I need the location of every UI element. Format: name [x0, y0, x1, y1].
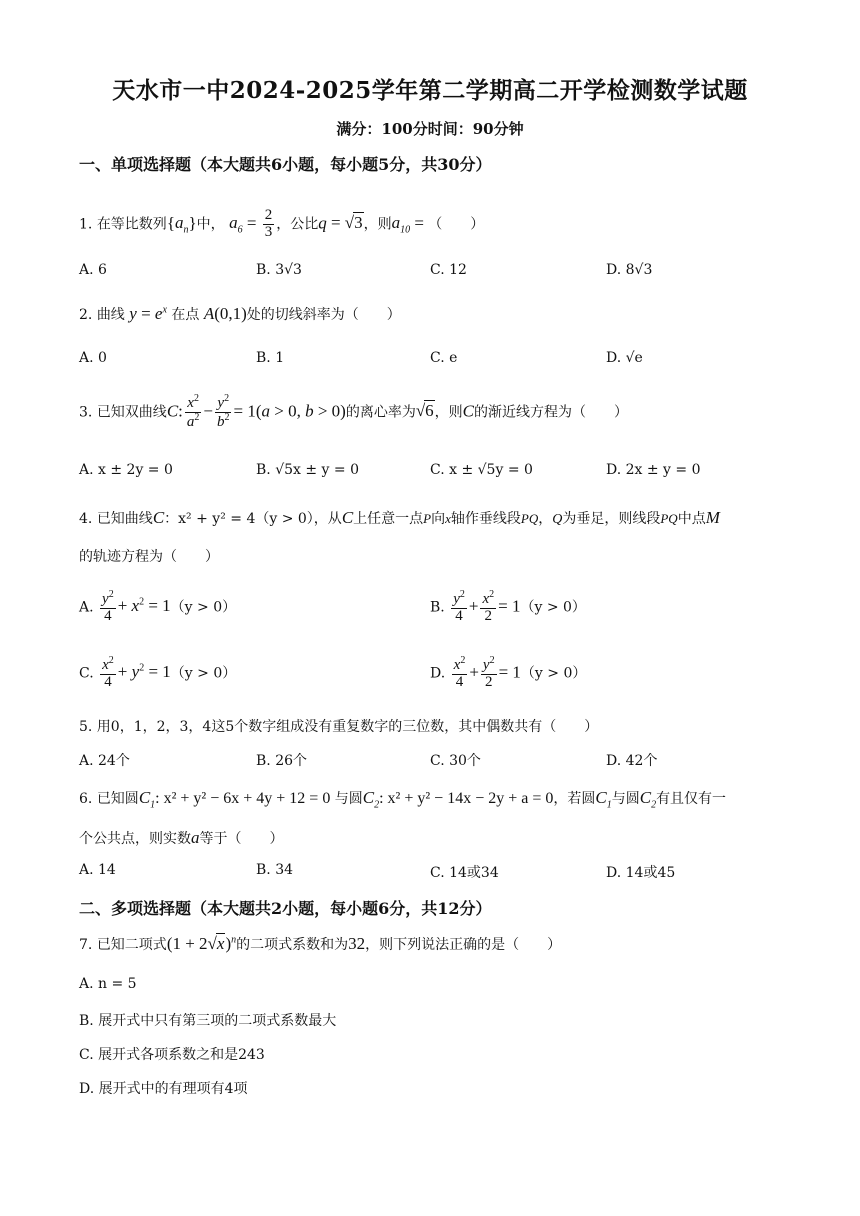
- option-b[interactable]: B. 26个: [256, 753, 308, 769]
- text: 与圆: [334, 791, 363, 807]
- formula: C: [462, 401, 475, 421]
- text: 在等比数列: [96, 216, 167, 233]
- formula: $a_n$: [174, 213, 189, 236]
- formula: $(1 + 2√x)^n$: [166, 934, 237, 953]
- text: 中，: [196, 216, 225, 233]
- text: 的二项式系数和为: [236, 937, 349, 953]
- page-title: 天水市一中2024-2025学年第二学期高二开学检测数学试题: [112, 77, 748, 104]
- fraction: $\frac{y^2}{4}$: [102, 589, 114, 624]
- formula: = 1: [498, 596, 521, 616]
- formula: q: [318, 213, 327, 233]
- fraction: $\frac{2}{3}$: [264, 207, 273, 240]
- formula: :: [178, 401, 183, 421]
- text: 上任意一点: [353, 511, 424, 527]
- option-b[interactable]: [430, 590, 586, 625]
- option-b[interactable]: B. 34: [256, 862, 294, 878]
- formula: + $x^2 = 1$: [117, 596, 171, 616]
- fraction: $\frac{x^2}{a^2}$: [186, 393, 200, 430]
- option-b[interactable]: B. 展开式中只有第三项的二项式系数最大: [79, 1013, 337, 1029]
- text: 已知圆: [96, 791, 139, 807]
- condition: （y > 0）: [520, 665, 587, 682]
- formula: $C_1$: [138, 788, 156, 811]
- formula: =: [410, 213, 429, 233]
- text: 在点: [171, 307, 200, 323]
- option-d[interactable]: D. 14或45: [606, 865, 676, 881]
- option-a[interactable]: A. 0: [79, 350, 107, 366]
- text: ，则: [434, 404, 463, 421]
- formula: =: [242, 213, 261, 233]
- text: 已知曲线: [96, 511, 153, 527]
- formula: PQ: [660, 511, 678, 526]
- option-a[interactable]: A. x ± 2y = 0: [79, 462, 173, 478]
- text: ，: [538, 511, 553, 527]
- text: 曲线: [96, 307, 125, 323]
- formula: 32: [348, 934, 366, 953]
- formula: $e^x$: [154, 304, 167, 323]
- question-6-line-2: [79, 828, 284, 848]
- option-a[interactable]: [79, 590, 236, 625]
- fraction: $\frac{x^2}{4}$: [453, 655, 466, 690]
- condition: （y > 0）: [520, 599, 586, 616]
- option-c[interactable]: C. 12: [430, 262, 467, 278]
- formula: √6: [415, 401, 434, 421]
- formula: $a_6$: [229, 213, 243, 236]
- fraction: $\frac{y^2}{b^2}$: [216, 393, 230, 430]
- formula: P: [423, 511, 432, 526]
- question-number: 3.: [79, 404, 93, 421]
- text: 的离心率为: [345, 404, 416, 421]
- formula: + $y^2 = 1$: [117, 662, 171, 682]
- formula: C: [341, 508, 354, 527]
- formula: =: [136, 304, 155, 323]
- question-4-line-2: 的轨迹方程为（ ）: [79, 549, 219, 565]
- option-a[interactable]: A. n = 5: [79, 976, 137, 992]
- option-d[interactable]: D. 2x ± y = 0: [606, 462, 701, 478]
- option-label: C.: [79, 665, 94, 682]
- option-c[interactable]: C. 展开式各项系数之和是243: [79, 1047, 265, 1063]
- formula: $C_2$: [639, 788, 657, 811]
- formula: }: [188, 213, 197, 233]
- question-7: [79, 934, 561, 954]
- formula: A: [203, 304, 215, 323]
- option-d[interactable]: [430, 656, 586, 691]
- formula: y: [129, 304, 137, 323]
- formula: $a_{10}$: [391, 213, 411, 236]
- option-a[interactable]: A. 6: [79, 262, 107, 278]
- question-4: [79, 508, 720, 528]
- formula: $C_2$: [362, 788, 380, 811]
- formula: x: [445, 511, 451, 526]
- text: 个公共点，则实数: [79, 831, 191, 847]
- fraction: $\frac{y^2}{4}$: [453, 589, 465, 624]
- formula: C: [166, 401, 179, 421]
- question-5: 5. 用0，1，2，3，4这5个数字组成没有重复数字的三位数，其中偶数共有（ ）: [79, 719, 599, 735]
- condition: （y > 0）: [170, 599, 237, 616]
- fraction: $\frac{y^2}{2}$: [482, 655, 495, 690]
- text: ，若圆: [553, 791, 596, 807]
- formula: +: [469, 662, 479, 682]
- question-number: 6.: [79, 791, 93, 807]
- formula: +: [468, 596, 479, 616]
- text: 处的切线斜率为（ ）: [246, 307, 401, 323]
- option-label: B.: [430, 599, 445, 616]
- formula: $C_1$: [595, 788, 612, 811]
- option-b[interactable]: B. 3√3: [256, 262, 302, 278]
- formula: : x² + y² − 14x − 2y + a = 0: [379, 790, 554, 807]
- option-b[interactable]: B. √5x ± y = 0: [256, 462, 359, 478]
- option-d[interactable]: D. 42个: [606, 753, 658, 769]
- text: 与圆: [611, 791, 640, 807]
- option-c[interactable]: C. 30个: [430, 753, 481, 769]
- section-heading-multiple-choice: 二、多项选择题（本大题共2小题，每小题6分，共12分）: [79, 899, 492, 918]
- text: ：x² + y² = 4（y > 0），从: [164, 511, 342, 527]
- exam-info: 满分：100分时间：90分钟: [336, 120, 524, 138]
- question-1: [79, 208, 484, 241]
- text: 已知二项式: [96, 937, 167, 953]
- text: ，则下列说法正确的是（ ）: [365, 937, 562, 953]
- formula: a: [191, 828, 200, 847]
- section-heading-single-choice: 一、单项选择题（本大题共6小题，每小题5分，共30分）: [79, 155, 492, 174]
- option-label: A.: [79, 599, 94, 616]
- text: 已知双曲线: [96, 404, 167, 421]
- text: ，公比: [276, 216, 319, 233]
- text: 轴作垂线段: [450, 511, 521, 527]
- text: 有且仅有一: [656, 791, 727, 807]
- formula: M: [705, 508, 720, 527]
- formula: {: [166, 213, 175, 233]
- option-c[interactable]: C. e: [430, 350, 458, 366]
- formula: C: [152, 508, 165, 527]
- formula: −: [203, 401, 213, 421]
- formula: = 1(a > 0, b > 0): [233, 401, 346, 421]
- formula: = 1: [498, 662, 521, 682]
- question-6: [79, 788, 726, 810]
- condition: （y > 0）: [170, 665, 237, 682]
- option-a[interactable]: A. 24个: [79, 753, 130, 769]
- text: 等于（ ）: [199, 831, 284, 847]
- fraction: $\frac{x^2}{4}$: [102, 655, 114, 690]
- question-number: 2.: [79, 307, 93, 323]
- fraction: $\frac{x^2}{2}$: [482, 589, 495, 624]
- text: 为垂足，则线段: [562, 511, 661, 527]
- text: 的渐近线方程为（ ）: [474, 404, 629, 421]
- option-a[interactable]: A. 14: [79, 862, 116, 878]
- text: 中点: [677, 511, 706, 527]
- option-d[interactable]: D. 展开式中的有理项有4项: [79, 1081, 248, 1097]
- option-c[interactable]: [79, 656, 236, 691]
- option-d[interactable]: D. 8√3: [606, 262, 653, 278]
- text: ，则: [363, 216, 392, 233]
- option-d[interactable]: D. √e: [606, 350, 643, 366]
- option-c[interactable]: C. 14或34: [430, 865, 499, 881]
- formula: PQ: [520, 511, 539, 526]
- option-c[interactable]: C. x ± √5y = 0: [430, 462, 533, 478]
- option-b[interactable]: B. 1: [256, 350, 285, 366]
- question-number: 4.: [79, 511, 93, 527]
- text: 向: [431, 511, 446, 527]
- formula: = √3: [326, 213, 363, 233]
- question-2: [79, 304, 401, 324]
- option-label: D.: [430, 665, 446, 682]
- formula: (0,1): [214, 304, 247, 323]
- formula: : x² + y² − 6x + 4y + 12 = 0: [155, 790, 331, 807]
- question-3: [79, 394, 628, 431]
- text: （ ）: [428, 216, 485, 233]
- question-number: 1.: [79, 216, 93, 233]
- question-number: 7.: [79, 937, 93, 953]
- formula: Q: [552, 512, 563, 527]
